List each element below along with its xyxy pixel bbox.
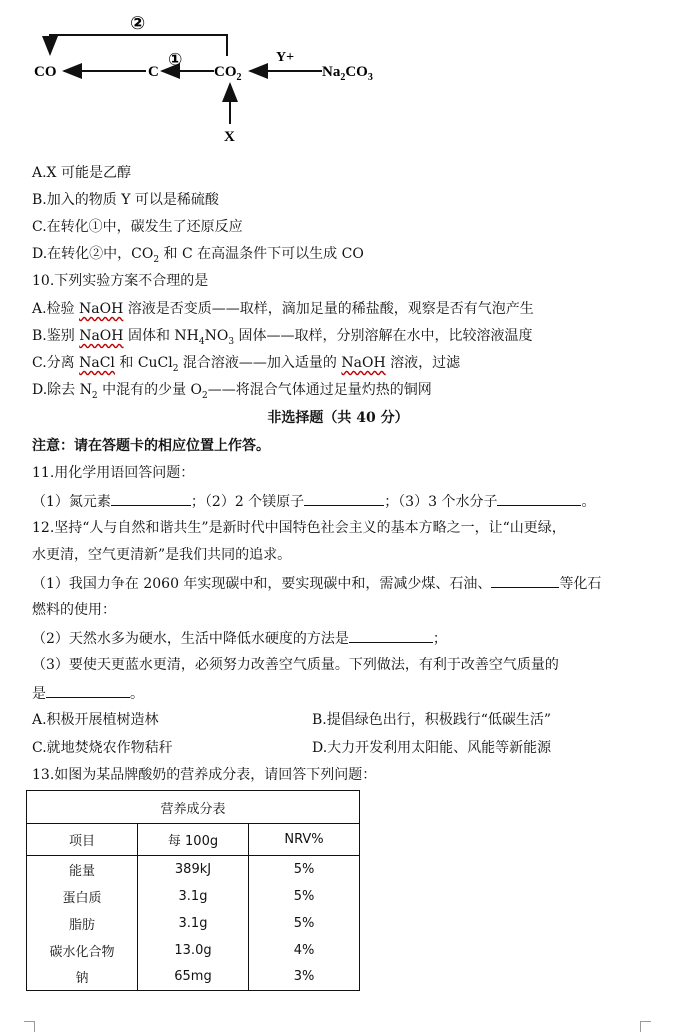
- table-cell: 3.1g: [138, 883, 249, 910]
- q11-stem: 11.用化学用语回答问题：: [32, 465, 195, 481]
- q12-option-d: D.大力开发利用太阳能、风能等新能源: [312, 740, 552, 756]
- answer-blank[interactable]: [111, 491, 191, 506]
- table-cell: 5%: [249, 883, 360, 910]
- table-cell: 65mg: [138, 964, 249, 991]
- q12-sub2: （2）天然水多为硬水，生活中降低水硬度的方法是 ；: [32, 628, 447, 649]
- table-row: [27, 910, 360, 937]
- q13-stem: 13.如图为某品牌酸奶的营养成分表，请回答下列问题：: [32, 767, 377, 783]
- answer-blank[interactable]: [497, 491, 581, 506]
- table-cell: 脂肪: [27, 910, 138, 937]
- arrow-2-loop: [50, 35, 227, 56]
- page-corner-mark: [640, 1021, 651, 1032]
- table-header: 项目: [27, 824, 138, 856]
- q9-option-b: B.加入的物质 Y 可以是稀硫酸: [32, 192, 219, 208]
- table-row: [27, 964, 360, 991]
- table-header: NRV%: [249, 824, 360, 856]
- page-corner-mark: [24, 1021, 35, 1032]
- q12-sub1: （1）我国力争在 2060 年实现碳中和，要实现碳中和，需减少煤、石油、 等化石: [32, 573, 601, 594]
- loop-label: ②: [130, 13, 146, 34]
- table-row: [27, 937, 360, 964]
- q10-option-a: A.检验 NaOH 溶液是否变质——取样，滴加足量的稀盐酸，观察是否有气泡产生: [32, 301, 534, 317]
- q9-option-d: D.在转化②中，$CO_2$ 和 C 在高温条件下可以生成 CO: [32, 246, 364, 265]
- q9-option-a: A.X 可能是乙醇: [32, 165, 131, 181]
- table-cell: 钠: [27, 964, 138, 991]
- carbon-conversion-diagram: [30, 8, 390, 148]
- table-header: 每 100g: [138, 824, 249, 856]
- y-label: Y+: [276, 50, 295, 65]
- x-label: X: [224, 129, 235, 145]
- c-label: C: [148, 64, 159, 80]
- q12-stem-line2: 水更清，空气更清新”是我们共同的追求。: [32, 547, 292, 563]
- q12-options-row2: [32, 738, 552, 758]
- arrow1-label: ①: [168, 50, 183, 70]
- q10-option-c: C.分离 NaCl 和 CuCl$_2$ 混合溶液——加入适量的 NaOH 溶液，过滤: [32, 355, 461, 374]
- co2-label: $CO_2$: [214, 64, 242, 83]
- q10-stem: 10.下列实验方案不合理的是: [32, 273, 209, 289]
- table-cell: 4%: [249, 937, 360, 964]
- table-title: 营养成分表: [27, 791, 360, 824]
- answer-blank[interactable]: [491, 573, 559, 588]
- q10-option-d: D.除去 $N_2$ 中混有的少量 $O_2——$将混合气体通过足量灼热的铜网: [32, 382, 432, 401]
- q12-stem-line1: 12.坚持“人与自然和谐共生”是新时代中国特色社会主义的基本方略之一，让“山更绿，: [32, 520, 566, 536]
- q12-option-a: A.积极开展植树造林: [32, 712, 159, 728]
- notice: 注意：请在答题卡的相应位置上作答。: [32, 438, 270, 454]
- answer-blank[interactable]: [46, 683, 130, 698]
- nutrition-table: [26, 790, 360, 991]
- q12-sub3: （3）要使天更蓝水更清，必须努力改善空气质量。下列做法，有利于改善空气质量的: [32, 657, 559, 673]
- table-row: [27, 883, 360, 910]
- q12-sub1-cont: 燃料的使用：: [32, 602, 116, 618]
- q9-option-c: C.在转化①中，碳发生了还原反应: [32, 219, 243, 235]
- table-cell: 389kJ: [138, 856, 249, 883]
- answer-blank[interactable]: [304, 491, 384, 506]
- table-cell: 碳水化合物: [27, 937, 138, 964]
- q12-option-b: B.提倡绿色出行，积极践行“低碳生活”: [312, 712, 552, 728]
- q12-sub3-cont: 是 。: [32, 683, 144, 704]
- table-cell: 3.1g: [138, 910, 249, 937]
- section-title: 非选择题（共 40 分）: [267, 410, 409, 426]
- table-cell: 3%: [249, 964, 360, 991]
- table-cell: 蛋白质: [27, 883, 138, 910]
- table-cell: 5%: [249, 856, 360, 883]
- q11-parts: （1）氮元素 ；（2）2 个镁原子 ；（3）3 个水分子 。: [32, 491, 595, 512]
- table-cell: 5%: [249, 910, 360, 937]
- na2co3-label: $Na_2CO_3$: [322, 64, 373, 83]
- table-cell: 13.0g: [138, 937, 249, 964]
- table-row: [27, 856, 360, 883]
- q10-option-b: B.鉴别 NaOH 固体和 $NH_4NO_3$ 固体——取样，分别溶解在水中，比较溶液温度: [32, 328, 533, 347]
- answer-blank[interactable]: [349, 628, 433, 643]
- q12-options-row1: [32, 710, 552, 730]
- q12-option-c: C.就地焚烧农作物秸秆: [32, 740, 173, 756]
- table-cell: 能量: [27, 856, 138, 883]
- co-label: CO: [34, 64, 57, 80]
